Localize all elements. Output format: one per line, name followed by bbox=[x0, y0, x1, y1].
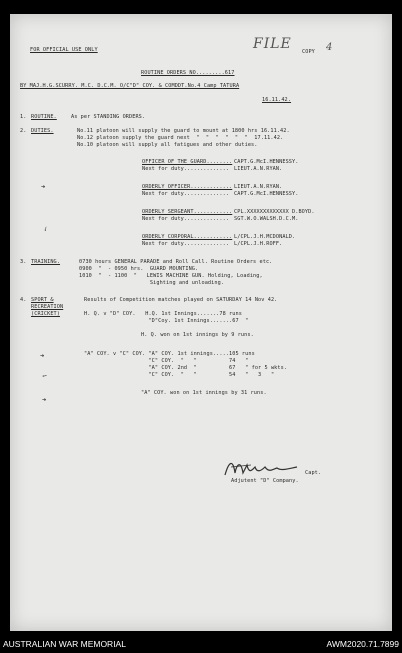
match-1-result: H. Q. won on 1st innings by 9 runs. bbox=[141, 332, 254, 338]
orderly-corporal-next-label: Next for duty.............. bbox=[142, 241, 230, 247]
match-2-line: "C" COY. " " 74 " bbox=[84, 358, 249, 364]
signature-title: Adjutent "D" Company. bbox=[231, 478, 299, 484]
orderly-sergeant-next-name: SGT.W.O.WALSH.D.C.M. bbox=[234, 216, 299, 222]
sport-intro: Results of Competition matches played on SATURDAY 14 Nov 42. bbox=[84, 297, 278, 303]
section-3-number: 3. bbox=[20, 259, 27, 265]
orderly-officer-role: ORDERLY OFFICER............. bbox=[142, 184, 233, 190]
orderly-sergeant-role: ORDERLY SERGEANT............ bbox=[142, 209, 233, 215]
margin-tick-icon: ✓ bbox=[42, 224, 50, 234]
orderly-sergeant-name: CPL.XXXXXXXXXXXXX D.BOYD. bbox=[234, 209, 315, 215]
section-1-heading: ROUTINE. bbox=[31, 114, 57, 120]
section-2-heading: DUTIES. bbox=[31, 128, 54, 134]
copy-number: 4 bbox=[326, 42, 333, 53]
orderly-officer-name: LIEUT.A.N.RYAN. bbox=[234, 184, 283, 190]
duty-line: No.10 platoon will supply all fatigues and other duties. bbox=[77, 142, 258, 148]
training-line: Sighting and unloading. bbox=[79, 280, 225, 286]
official-use-label: FOR OFFICIAL USE ONLY bbox=[30, 47, 98, 53]
margin-arrow-icon: ➜ bbox=[41, 183, 46, 191]
match-2-result: "A" COY. won on 1st innings by 31 runs. bbox=[141, 390, 267, 396]
section-3-heading: TRAINING. bbox=[31, 259, 61, 265]
margin-arrow-icon: ➜ bbox=[40, 352, 45, 360]
section-2-number: 2. bbox=[20, 128, 27, 134]
officer-guard-next-label: Next for duty.............. bbox=[142, 166, 230, 172]
officer-guard-name: CAPT.G.McI.HENNESSY. bbox=[234, 159, 299, 165]
section-1-text: As per STANDING ORDERS. bbox=[71, 114, 146, 120]
orderly-corporal-role: ORDERLY CORPORAL............ bbox=[142, 234, 233, 240]
signature-rank: Capt. bbox=[305, 470, 322, 476]
copy-label: COPY bbox=[302, 49, 315, 55]
orderly-corporal-name: L/CPL.J.H.MCDONALD. bbox=[234, 234, 296, 240]
orderly-corporal-next-name: L/CPL.J.H.ROFF. bbox=[234, 241, 283, 247]
match-1-line: H. Q. v "D" COY. H.Q. 1st Innings.......78 runs bbox=[84, 311, 242, 317]
section-4-heading-3: (CRICKET) bbox=[31, 311, 61, 317]
officer-guard-role: OFFICER OF THE GUARD........ bbox=[142, 159, 233, 165]
training-line: 1010 " - 1100 " LEWIS MACHINE GUN. Holding, Loading, bbox=[79, 273, 263, 279]
section-4-number: 4. bbox=[20, 297, 27, 303]
order-date: 16.11.42. bbox=[262, 97, 292, 103]
training-line: 0900 " - 0950 hrs. GUARD MOUNTING. bbox=[79, 266, 199, 272]
training-line: 0730 hours GENERAL PARADE and Roll Call. Routine Orders etc. bbox=[79, 259, 273, 265]
footer-accession-number: AWM2020.71.7899 bbox=[326, 639, 399, 649]
duty-line: No.11 platoon will supply the guard to mount at 1800 hrs 16.11.42. bbox=[77, 128, 290, 134]
orderly-officer-next-name: CAPT.G.McI.HENNESSY. bbox=[234, 191, 299, 197]
section-1-number: 1. bbox=[20, 114, 27, 120]
margin-arrow-icon: ➜ bbox=[42, 396, 47, 404]
section-4-heading-2: RECREATION bbox=[31, 304, 64, 310]
match-1-line: "D"Coy. 1st Innings.......67 " bbox=[84, 318, 249, 324]
footer-source: AUSTRALIAN WAR MEMORIAL bbox=[3, 639, 126, 649]
match-2-line: "A" COY. 2nd " 67 " for 5 wkts. bbox=[84, 365, 288, 371]
match-2-line: "C" COY. " " 54 " 3 " bbox=[84, 372, 275, 378]
margin-tick-icon: ✓ bbox=[40, 371, 49, 381]
section-4-heading: SPORT & bbox=[31, 297, 54, 303]
orderly-officer-next-label: Next for duty.............. bbox=[142, 191, 230, 197]
duty-line: No.12 platoon supply the guard next " " " " " " 17.11.42. bbox=[77, 135, 284, 141]
orderly-sergeant-next-label: Next for duty.............. bbox=[142, 216, 230, 222]
document-title: ROUTINE ORDERS NO.........617 bbox=[141, 70, 235, 76]
match-2-line: "A" COY. v "C" COY. "A" COY. 1st innings.....105 runs bbox=[84, 351, 255, 357]
officer-guard-next-name: LIEUT.A.N.RYAN. bbox=[234, 166, 283, 172]
by-line: BY MAJ.H.G.SCURRY. M.C. D.C.M. O/C"D" COY. & COMDDT.No.4 Camp TATURA bbox=[20, 83, 240, 89]
file-stamp: FILE bbox=[253, 36, 292, 52]
